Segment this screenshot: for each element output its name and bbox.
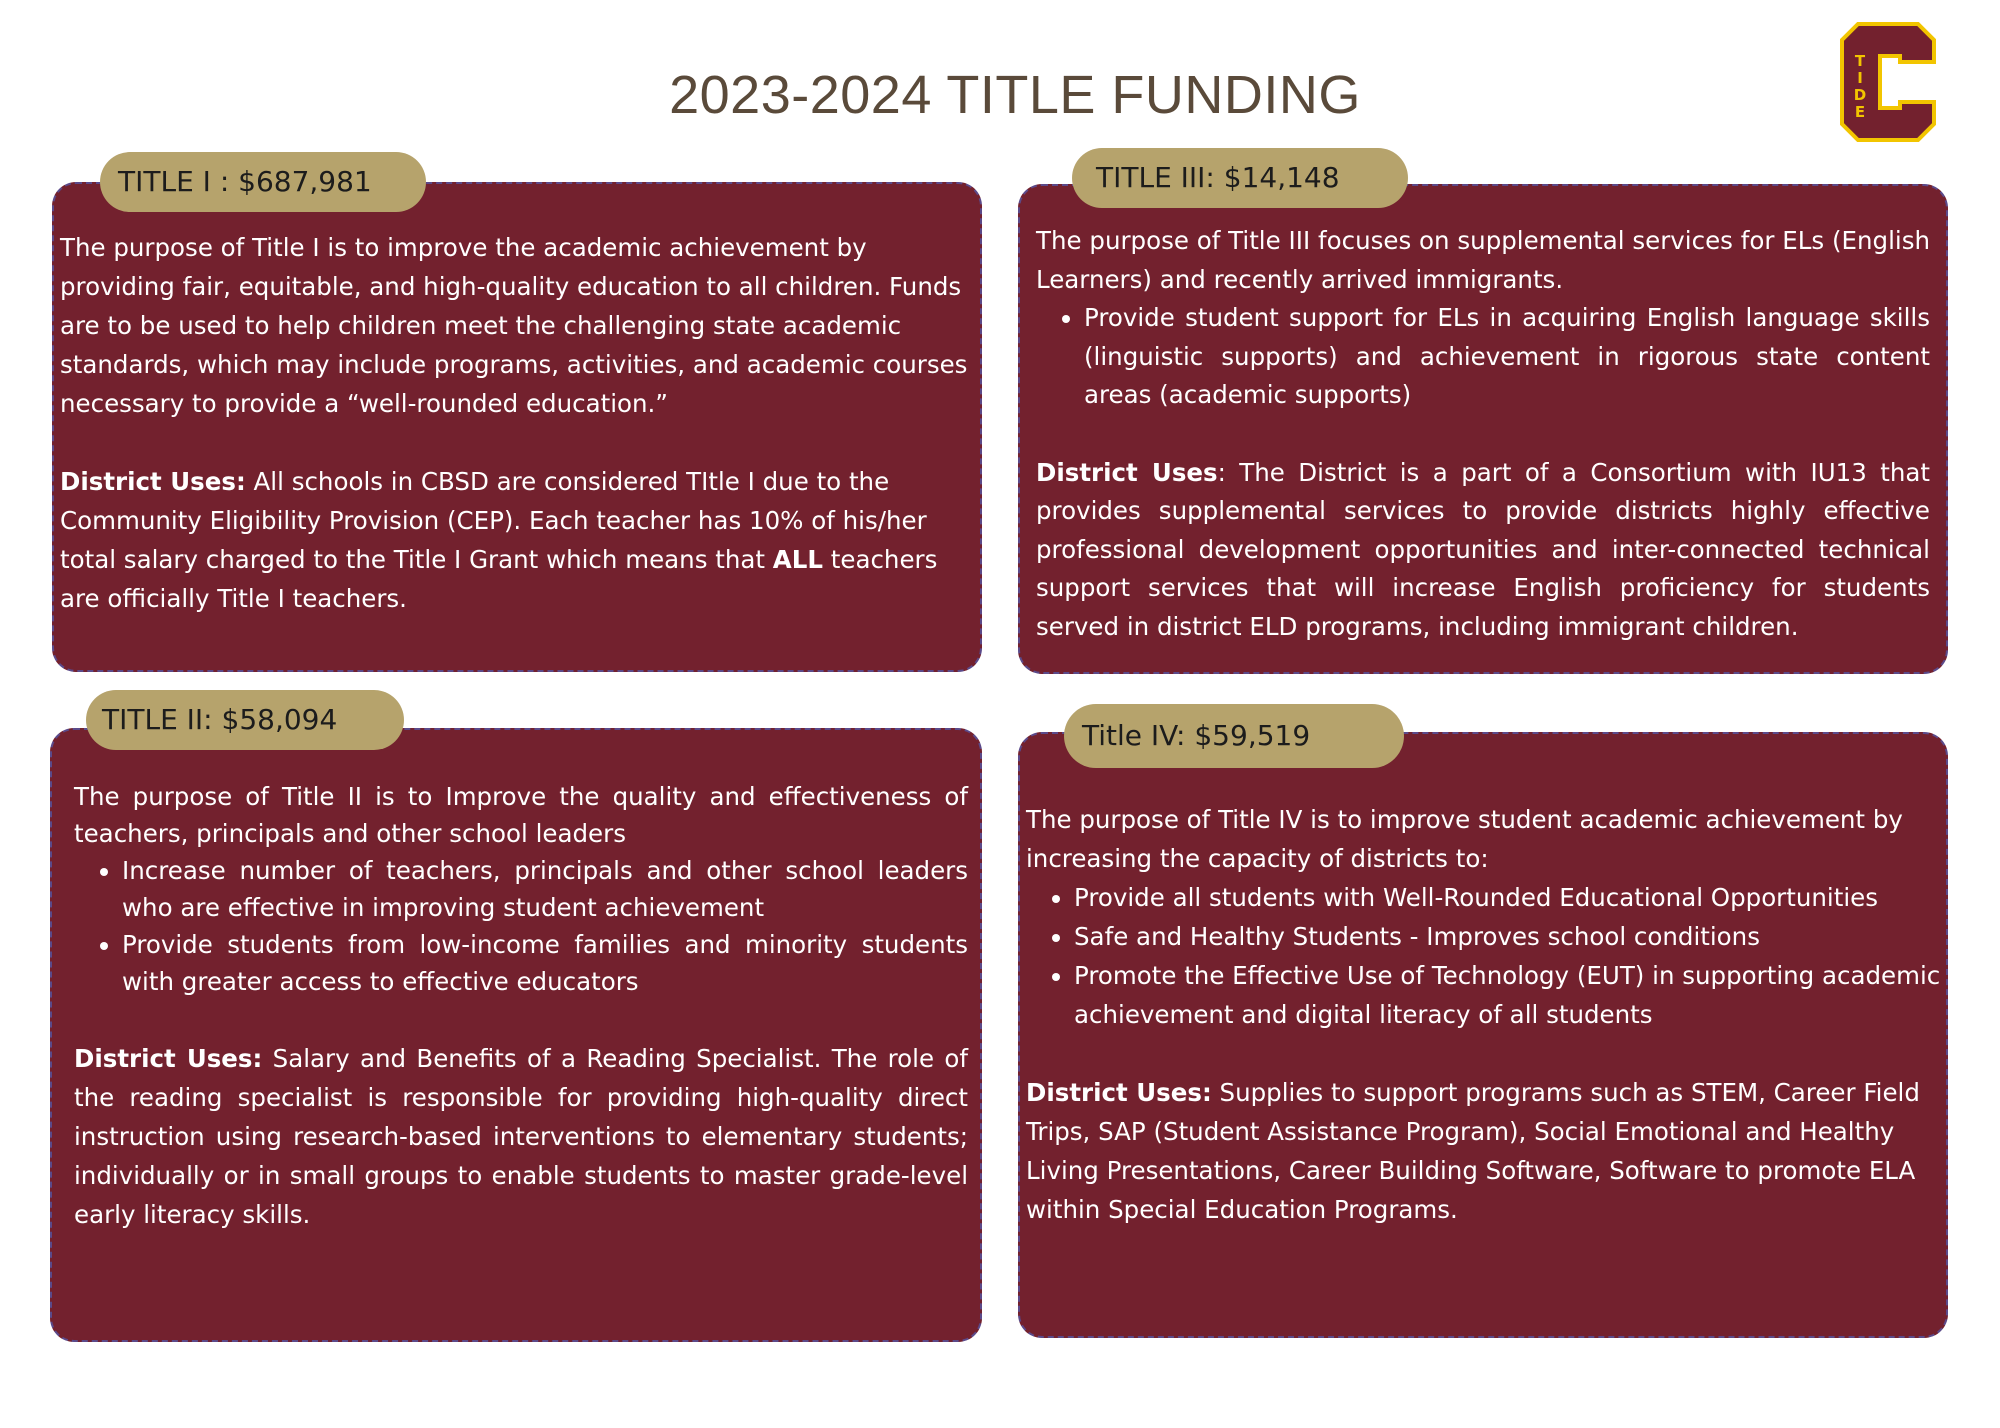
title-4-bullet: • Safe and Healthy Students - Improves school conditions	[1074, 917, 1942, 956]
page-title: 2023-2024 TITLE FUNDING	[669, 65, 1361, 125]
title-3-heading: TITLE III: $14,148	[1072, 148, 1408, 208]
title-4-body	[1026, 800, 1942, 1229]
logo-letter-t: T I D E	[1853, 52, 1867, 121]
tide-logo	[1838, 22, 1938, 142]
title-2-body	[74, 778, 968, 1234]
title-2-bullet-list	[74, 852, 968, 1000]
title-2-purpose: The purpose of Title II is to Improve the quality and effectiveness of teachers, principals and other school leaders	[74, 782, 968, 848]
title-1-uses-bold: ALL	[772, 545, 823, 574]
title-1-body	[60, 228, 978, 618]
title-4-district-uses	[1026, 1073, 1942, 1229]
title-2-heading: TITLE II: $58,094	[86, 690, 404, 750]
title-1-uses-text-2: teachers are officially Title I teachers.	[60, 545, 938, 613]
title-2-uses-label: District Uses:	[74, 1044, 263, 1073]
title-3-district-uses	[1036, 454, 1930, 647]
title-4-uses-label: District Uses:	[1026, 1078, 1212, 1107]
title-3-uses-text: : The District is a part of a Consortium with IU13 that provides supplemental services to provide districts highly effective professional development opportunities and inter-connected technical support services that will increase English proficiency for students served in district ELD programs, including immigrant children.	[1036, 457, 1930, 641]
title-4-purpose: The purpose of Title IV is to improve student academic achievement by increasing the capacity of districts to:	[1026, 805, 1903, 873]
title-3-bullet: • Provide student support for ELs in acquiring English language skills (linguistic supports) and achievement in rigorous state content areas (academic supports)	[1084, 299, 1930, 415]
title-4-bullet: • Promote the Effective Use of Technology (EUT) in supporting academic achievement and digital literacy of all students	[1074, 956, 1942, 1034]
title-1-purpose: The purpose of Title I is to improve the academic achievement by providing fair, equitable, and high-quality education to all children. Funds are to be used to help children meet the challenging state academic standards, which may include programs, activities, and academic courses necessary to provide a “well-rounded education.”	[60, 233, 968, 418]
title-4-heading: Title IV: $59,519	[1064, 704, 1404, 768]
title-3-uses-label: District Uses	[1036, 457, 1218, 487]
title-3-body	[1036, 222, 1930, 646]
title-4-bullet: • Provide all students with Well-Rounded Educational Opportunities	[1074, 878, 1942, 917]
title-1-uses-label: District Uses:	[60, 467, 246, 496]
title-2-district-uses	[74, 1039, 968, 1234]
title-4-uses-text: Supplies to support programs such as STEM, Career Field Trips, SAP (Student Assistance Program), Social Emotional and Healthy Living Presentations, Career Building Software, Software to promote ELA within Special Education Programs.	[1026, 1078, 1920, 1224]
title-2-uses-text: Salary and Benefits of a Reading Specialist. The role of the reading specialist is responsible for providing high-quality direct instruction using research-based interventions to elementary students; individually or in small groups to enable students to master grade-level early literacy skills.	[74, 1044, 968, 1229]
title-2-bullet: • Provide students from low-income families and minority students with greater access to effective educators	[122, 926, 968, 1000]
title-1-district-uses	[60, 462, 978, 618]
title-2-bullet: • Increase number of teachers, principals and other school leaders who are effective in improving student achievement	[122, 852, 968, 926]
title-1-heading: TITLE I : $687,981	[100, 152, 426, 212]
title-3-purpose: The purpose of Title III focuses on supplemental services for ELs (English Learners) and recently arrived immigrants.	[1036, 226, 1930, 294]
title-3-bullet-list	[1036, 299, 1930, 415]
title-1-uses-text-1: All schools in CBSD are considered TItle I due to the Community Eligibility Provision (CEP). Each teacher has 10% of his/her total salary charged to the Title I Grant which means that	[60, 467, 927, 574]
title-4-bullet-list	[1026, 878, 1942, 1034]
